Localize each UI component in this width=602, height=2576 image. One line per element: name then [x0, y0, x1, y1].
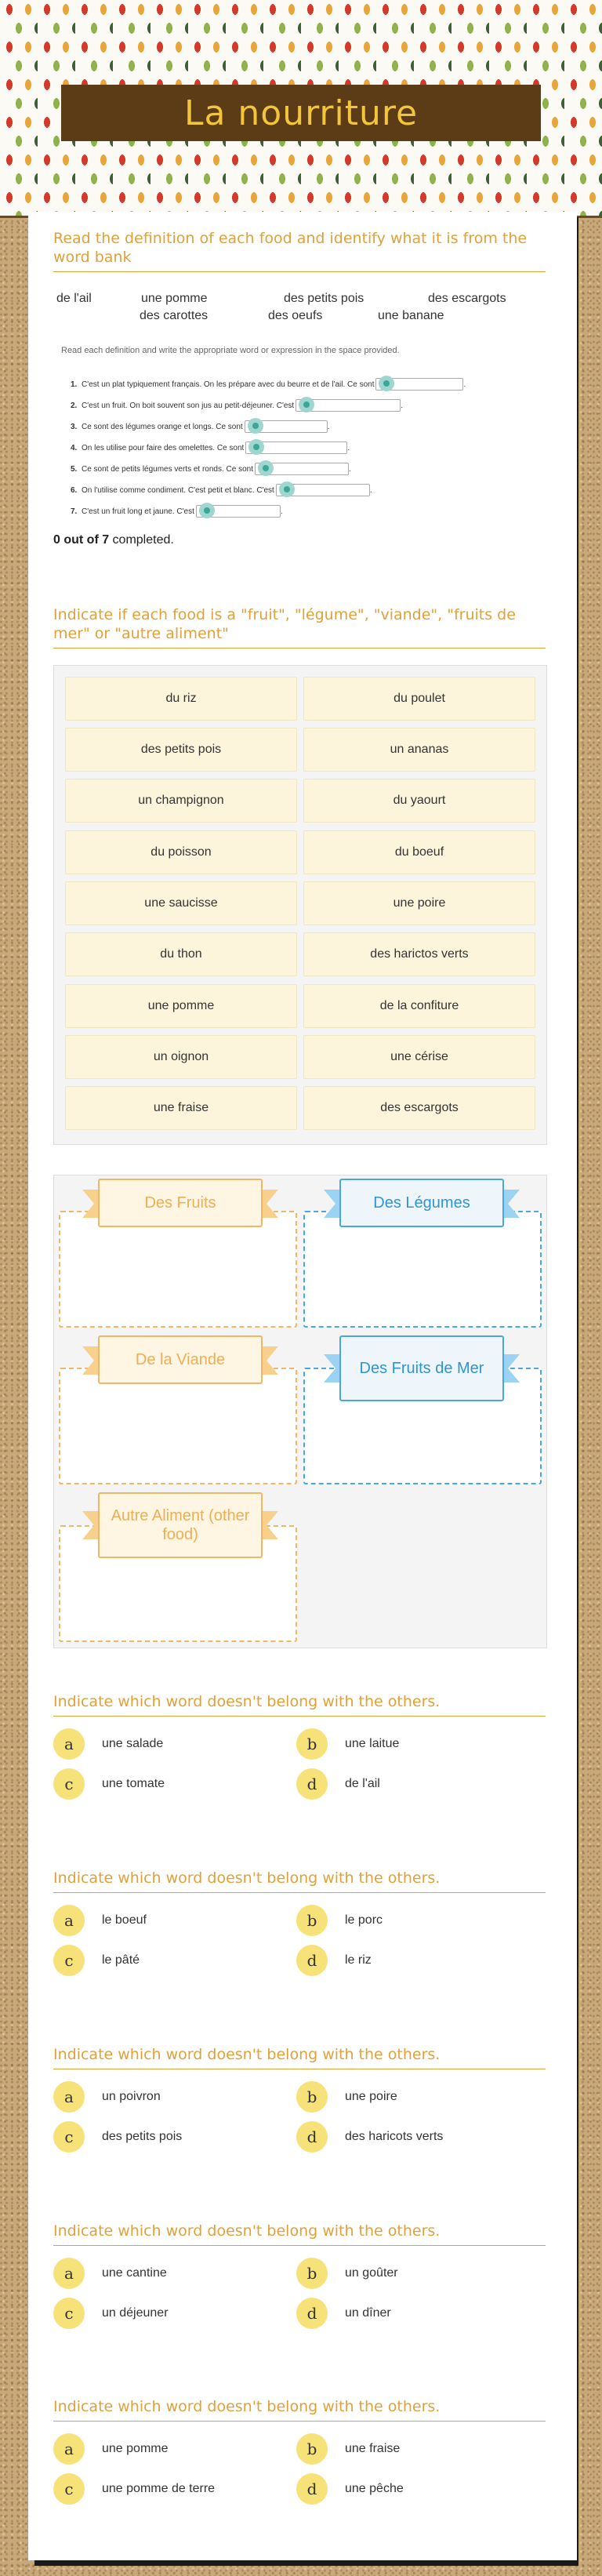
answer-marker-icon — [299, 397, 314, 412]
draggable-food-item[interactable]: des escargots — [303, 1086, 535, 1130]
choice-c[interactable]: c un déjeuner — [53, 2298, 169, 2329]
question-3: 3. Ce sont des légumes orange et longs. Ce sont . — [71, 420, 329, 433]
letter-badge: a — [53, 2258, 85, 2289]
odd-one-out-4 — [53, 2222, 546, 2378]
odd-one-out-5 — [53, 2397, 546, 2554]
section2-title: Indicate if each food is a "fruit", "légume", "viande", "fruits de mer" or "autre aliment" — [53, 605, 546, 649]
word-bank-item: de l'ail — [56, 292, 92, 305]
question-title: Indicate which word doesn't belong with the others. — [53, 2397, 546, 2422]
choice-c[interactable]: c le pâté — [53, 1945, 140, 1976]
choice-d[interactable]: d des haricots verts — [296, 2121, 443, 2153]
word-bank-item: une banane — [378, 309, 444, 322]
page-title: La nourriture — [183, 93, 419, 133]
choice-d[interactable]: d un dîner — [296, 2298, 391, 2329]
choice-a[interactable]: a une salade — [53, 1728, 163, 1760]
choice-d[interactable]: d une pêche — [296, 2473, 404, 2505]
letter-badge: b — [296, 2258, 328, 2289]
draggable-food-item[interactable]: du thon — [65, 932, 297, 976]
choice-b[interactable]: b une fraise — [296, 2433, 400, 2465]
answer-input-1[interactable] — [375, 378, 463, 391]
letter-badge: c — [53, 2473, 85, 2505]
question-5: 5. Ce sont de petits légumes verts et ronds. Ce sont . — [71, 463, 351, 475]
draggable-food-item[interactable]: des petits pois — [65, 728, 297, 772]
answer-input-4[interactable] — [245, 441, 347, 454]
letter-badge: a — [53, 2433, 85, 2465]
draggable-food-item[interactable]: une pomme — [65, 984, 297, 1028]
choice-a[interactable]: a le boeuf — [53, 1905, 147, 1936]
question-title: Indicate which word doesn't belong with the others. — [53, 2045, 546, 2069]
answer-input-2[interactable] — [296, 399, 401, 412]
question-title: Indicate which word doesn't belong with the others. — [53, 2222, 546, 2246]
letter-badge: c — [53, 1768, 85, 1800]
question-6: 6. On l'utilise comme condiment. C'est petit et blanc. C'est . — [71, 484, 372, 496]
choice-a[interactable]: a une pomme — [53, 2433, 169, 2465]
answer-marker-icon — [199, 503, 215, 518]
answer-marker-icon — [248, 418, 263, 434]
category-label-fruits: Des Fruits — [98, 1179, 263, 1227]
choice-b[interactable]: b un goûter — [296, 2258, 398, 2289]
letter-badge: b — [296, 1905, 328, 1936]
sortable-items-panel — [53, 665, 547, 1145]
category-label-autre-aliment: Autre Aliment (other food) — [98, 1492, 263, 1558]
question-title: Indicate which word doesn't belong with the others. — [53, 1869, 546, 1893]
word-bank-item: une pomme — [141, 292, 208, 305]
draggable-food-item[interactable]: du boeuf — [303, 830, 535, 874]
draggable-food-item[interactable]: du yaourt — [303, 779, 535, 823]
letter-badge: b — [296, 1728, 328, 1760]
score-status: 0 out of 7 completed. — [53, 533, 174, 547]
choice-b[interactable]: b une poire — [296, 2081, 397, 2113]
letter-badge: d — [296, 2298, 328, 2329]
choice-b[interactable]: b le porc — [296, 1905, 383, 1936]
choice-d[interactable]: d le riz — [296, 1945, 372, 1976]
header-banner — [0, 0, 602, 218]
word-bank-item: des oeufs — [268, 309, 323, 322]
answer-marker-icon — [279, 481, 295, 497]
choice-c[interactable]: c une tomate — [53, 1768, 165, 1800]
draggable-food-item[interactable]: du riz — [65, 677, 297, 721]
draggable-food-item[interactable]: du poulet — [303, 677, 535, 721]
category-label-legumes: Des Légumes — [339, 1179, 504, 1227]
choice-c[interactable]: c une pomme de terre — [53, 2473, 215, 2505]
odd-one-out-2 — [53, 1869, 546, 2026]
section1-title: Read the definition of each food and identify what it is from the word bank — [53, 229, 546, 272]
draggable-food-item[interactable]: des harictos verts — [303, 932, 535, 976]
drop-zone-legumes[interactable] — [303, 1211, 542, 1328]
question-4: 4. On les utilise pour faire des omelettes. Ce sont . — [71, 441, 350, 454]
answer-marker-icon — [248, 439, 264, 455]
draggable-food-item[interactable]: une saucisse — [65, 881, 297, 925]
letter-badge: a — [53, 1728, 85, 1760]
answer-marker-icon — [258, 460, 274, 476]
draggable-food-item[interactable]: un oignon — [65, 1035, 297, 1079]
category-label-viande: De la Viande — [98, 1335, 263, 1384]
letter-badge: c — [53, 2121, 85, 2153]
draggable-food-item[interactable]: du poisson — [65, 830, 297, 874]
answer-marker-icon — [379, 376, 394, 391]
letter-badge: c — [53, 2298, 85, 2329]
category-label-fruits-de-mer: Des Fruits de Mer — [339, 1335, 504, 1401]
question-title: Indicate which word doesn't belong with the others. — [53, 1692, 546, 1717]
title-bar — [61, 85, 541, 141]
draggable-food-item[interactable]: une poire — [303, 881, 535, 925]
letter-badge: d — [296, 2121, 328, 2153]
draggable-food-item[interactable]: une fraise — [65, 1086, 297, 1130]
drop-zone-viande[interactable] — [59, 1368, 297, 1484]
answer-input-7[interactable] — [196, 505, 281, 518]
letter-badge: a — [53, 2081, 85, 2113]
choice-a[interactable]: a une cantine — [53, 2258, 167, 2289]
letter-badge: d — [296, 1768, 328, 1800]
odd-one-out-3 — [53, 2045, 546, 2202]
category-drop-panel — [53, 1175, 547, 1648]
odd-one-out-1 — [53, 1692, 546, 1849]
question-1: 1. C'est un plat typiquement français. On les prépare avec du beurre et de l'ail. Ce sont . — [71, 378, 466, 391]
question-2: 2. C'est un fruit. On boit souvent son jus au petit-déjeuner. C'est . — [71, 399, 403, 412]
letter-badge: b — [296, 2433, 328, 2465]
answer-input-5[interactable] — [255, 463, 349, 475]
letter-badge: d — [296, 1945, 328, 1976]
question-7: 7. C'est un fruit long et jaune. C'est . — [71, 505, 283, 518]
worksheet-card — [28, 212, 577, 2560]
answer-input-6[interactable] — [276, 484, 370, 496]
draggable-food-item[interactable]: un ananas — [303, 728, 535, 772]
choice-b[interactable]: b une laitue — [296, 1728, 399, 1760]
choice-c[interactable]: c des petits pois — [53, 2121, 182, 2153]
drop-zone-fruits[interactable] — [59, 1211, 297, 1328]
draggable-food-item[interactable]: de la confiture — [303, 984, 535, 1028]
answer-input-3[interactable] — [245, 420, 328, 433]
letter-badge: b — [296, 2081, 328, 2113]
word-bank-item: des escargots — [428, 292, 506, 305]
letter-badge: c — [53, 1945, 85, 1976]
word-bank-item: des carottes — [140, 309, 209, 322]
word-bank-item: des petits pois — [284, 292, 364, 305]
letter-badge: d — [296, 2473, 328, 2505]
draggable-food-item[interactable]: un champignon — [65, 779, 297, 823]
choice-d[interactable]: d de l'ail — [296, 1768, 380, 1800]
instructions: Read each definition and write the appropriate word or expression in the space provided. — [61, 346, 400, 355]
letter-badge: a — [53, 1905, 85, 1936]
choice-a[interactable]: a un poivron — [53, 2081, 161, 2113]
draggable-food-item[interactable]: une cérise — [303, 1035, 535, 1079]
